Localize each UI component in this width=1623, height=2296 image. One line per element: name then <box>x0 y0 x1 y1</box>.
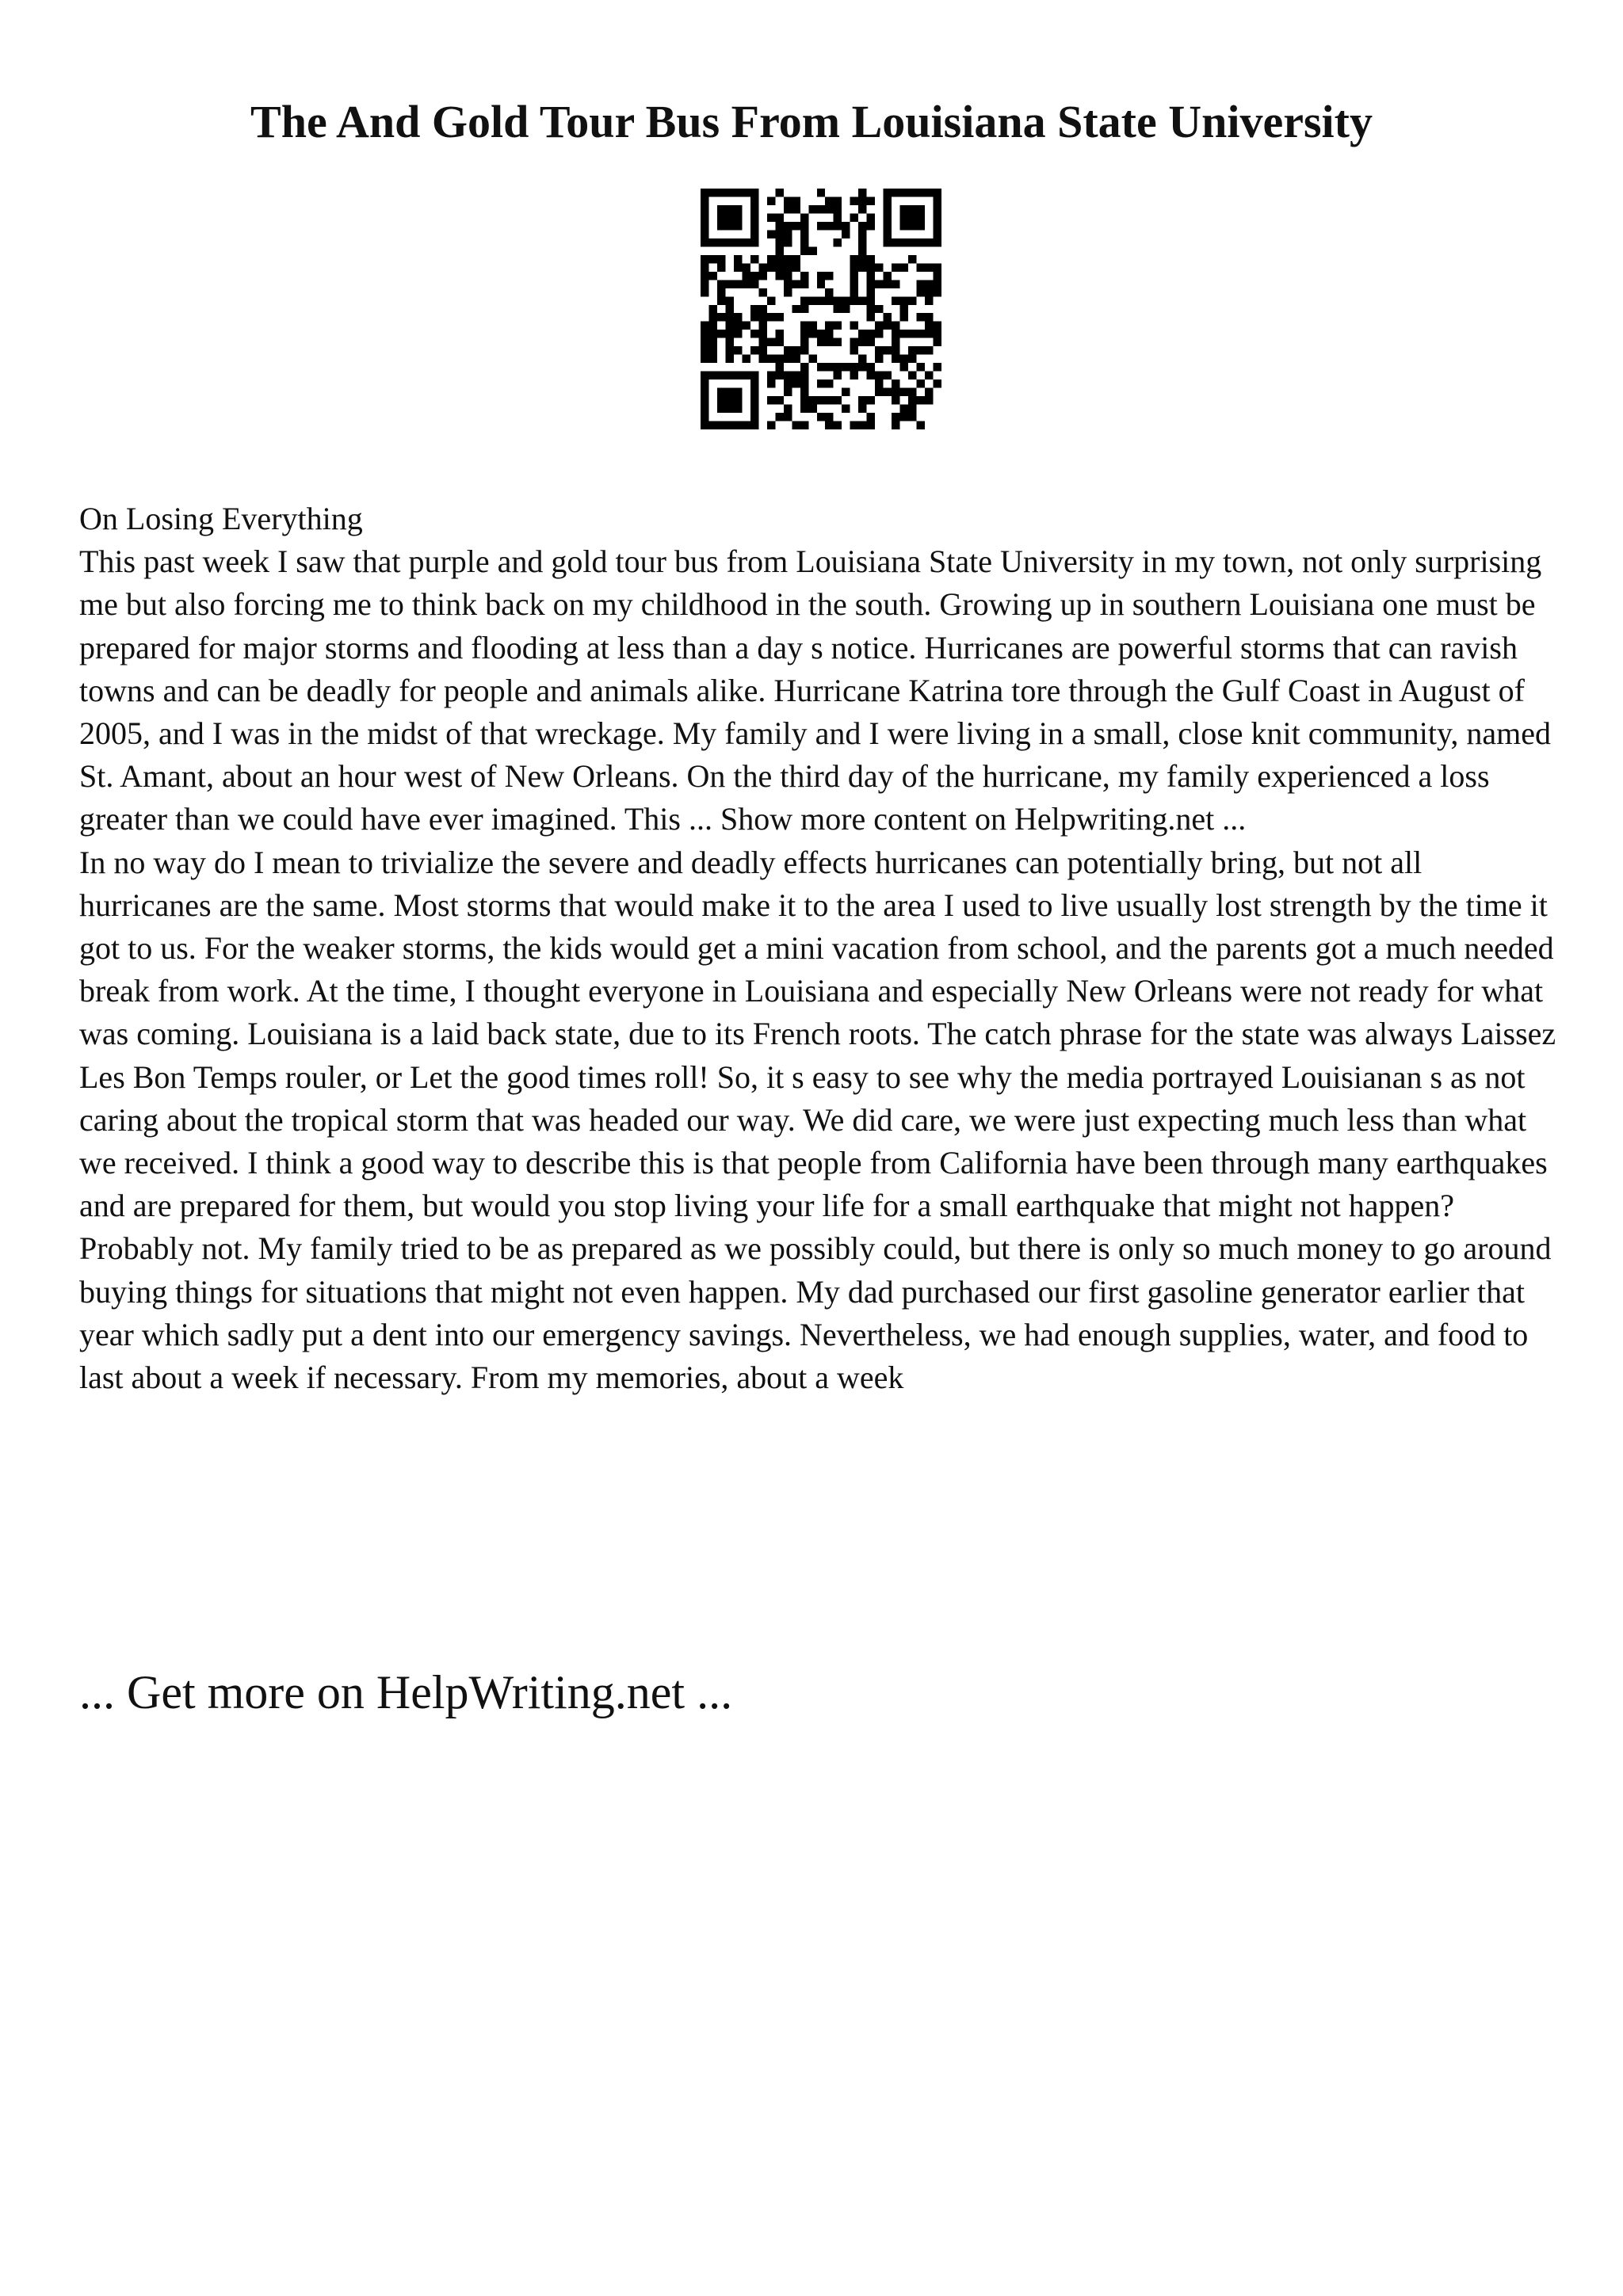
article-heading: On Losing Everything <box>79 501 363 536</box>
article-paragraph: In no way do I mean to trivialize the severe and deadly effects hurricanes can potentially bring, but not all hurricanes are the same. Most storms that would make it to the area I used to live usually lost strength by the time it got to us. For the weaker storms, the kids would get a mini vacation from school, and the parents got a much needed break from work. At the time, I thought everyone in Louisiana and especially New Orleans were not ready for what was coming. Louisiana is a laid back state, due to its French roots. The catch phrase for the state was always Laissez Les Bon Temps rouler, or Let the good times roll! So, it s easy to see why the media portrayed Louisianan s as not caring about the tropical storm that was headed our way. We did care, we were just expecting much less than what we received. I think a good way to describe this is that people from California have been through many earthquakes and are prepared for them, but would you stop living your life for a small earthquake that might not happen? Probably not. My family tried to be as prepared as we possibly could, but there is only so much money to go around buying things for situations that might not even happen. My dad purchased our first gasoline generator earlier that year which sadly put a dent into our emergency savings. Nevertheless, we had enough supplies, water, and food to last about a week if necessary. From my memories, about a week <box>79 844 1556 1396</box>
article-paragraph: This past week I saw that purple and gold tour bus from Louisiana State University in my town, not only surprising me but also forcing me to think back on my childhood in the south. Growing up in southern Louisiana one must be prepared for major storms and flooding at less than a day s notice. Hurricanes are powerful storms that can ravish towns and can be deadly for people and animals alike. Hurricane Katrina tore through the Gulf Coast in August of 2005, and I was in the midst of that wreckage. My family and I were living in a small, close knit community, named St. Amant, about an hour west of New Orleans. On the third day of the hurricane, my family experienced a loss greater than we could have ever imagined. This ... Show more content on Helpwriting.net ... <box>79 543 1551 837</box>
page-title: The And Gold Tour Bus From Louisiana State University <box>250 96 1373 147</box>
get-more-link[interactable]: ... Get more on HelpWriting.net ... <box>79 1666 733 1718</box>
qr-code-icon[interactable] <box>701 189 941 429</box>
article-body <box>79 498 1561 1399</box>
